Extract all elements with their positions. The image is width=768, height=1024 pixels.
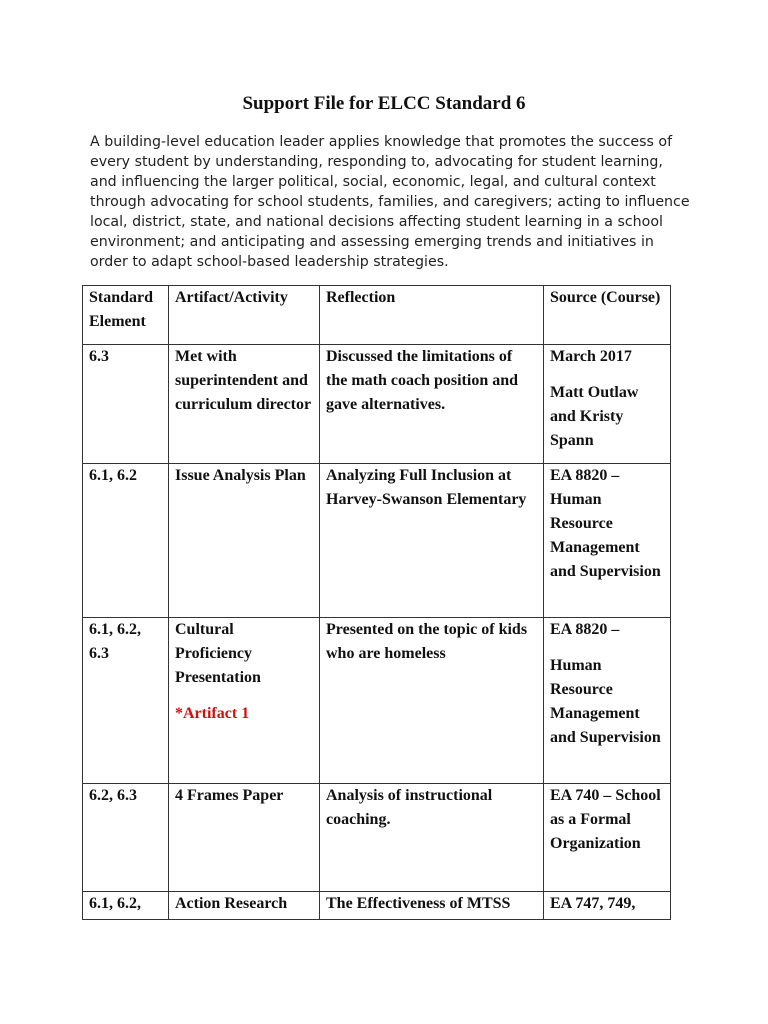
cell-source: EA 8820 – Human Resource Management and Supervision	[544, 464, 671, 618]
cell-artifact: Issue Analysis Plan	[169, 464, 320, 618]
cell-standard: 6.1, 6.2	[83, 464, 169, 618]
cell-source	[544, 618, 671, 784]
table-row	[83, 345, 671, 464]
table-row	[83, 464, 671, 618]
header-artifact-activity: Artifact/Activity	[169, 286, 320, 345]
source-date: March 2017	[550, 348, 632, 365]
source-people: Matt Outlaw and Kristy Spann	[550, 384, 639, 449]
cell-reflection: Analyzing Full Inclusion at Harvey-Swanson Elementary	[320, 464, 544, 618]
table-row	[83, 892, 671, 920]
table-row	[83, 618, 671, 784]
document-title: Support File for ELCC Standard 6	[242, 93, 526, 114]
cell-standard: 6.1, 6.2, 6.3	[83, 618, 169, 784]
cell-artifact: 4 Frames Paper	[169, 784, 320, 892]
header-reflection: Reflection	[320, 286, 544, 345]
header-standard-element: Standard Element	[83, 286, 169, 345]
header-source-course: Source (Course)	[544, 286, 671, 345]
cell-reflection: Discussed the limitations of the math coach position and gave alternatives.	[320, 345, 544, 464]
artifact-table	[82, 285, 671, 920]
table-header-row	[83, 286, 671, 345]
cell-artifact	[169, 618, 320, 784]
cell-standard: 6.1, 6.2,	[83, 892, 169, 920]
standard-description: A building-level education leader applies knowledge that promotes the success of every student by understanding, responding to, advocating for student learning, and influencing the larger political, social, economic, legal, and cultural context through advocating for school students, families, and caregivers; acting to influence local, district, state, and national decisions affecting student learning in a school environment; and anticipating and assessing emerging trends and initiatives in order to adapt school-based leadership strategies.	[90, 134, 690, 270]
cell-reflection: Analysis of instructional coaching.	[320, 784, 544, 892]
artifact-note: *Artifact 1	[175, 705, 250, 722]
cell-artifact: Action Research	[169, 892, 320, 920]
cell-source: EA 747, 749,	[544, 892, 671, 920]
source-course-code: EA 8820 –	[550, 621, 620, 638]
cell-standard: 6.3	[83, 345, 169, 464]
artifact-title: Cultural Proficiency Presentation	[175, 621, 261, 686]
source-course-name: Human Resource Management and Supervision	[550, 657, 661, 746]
cell-artifact: Met with superintendent and curriculum director	[169, 345, 320, 464]
cell-reflection: Presented on the topic of kids who are homeless	[320, 618, 544, 784]
cell-standard: 6.2, 6.3	[83, 784, 169, 892]
table-row	[83, 784, 671, 892]
cell-source	[544, 345, 671, 464]
cell-reflection: The Effectiveness of MTSS	[320, 892, 544, 920]
cell-source: EA 740 – School as a Formal Organization	[544, 784, 671, 892]
